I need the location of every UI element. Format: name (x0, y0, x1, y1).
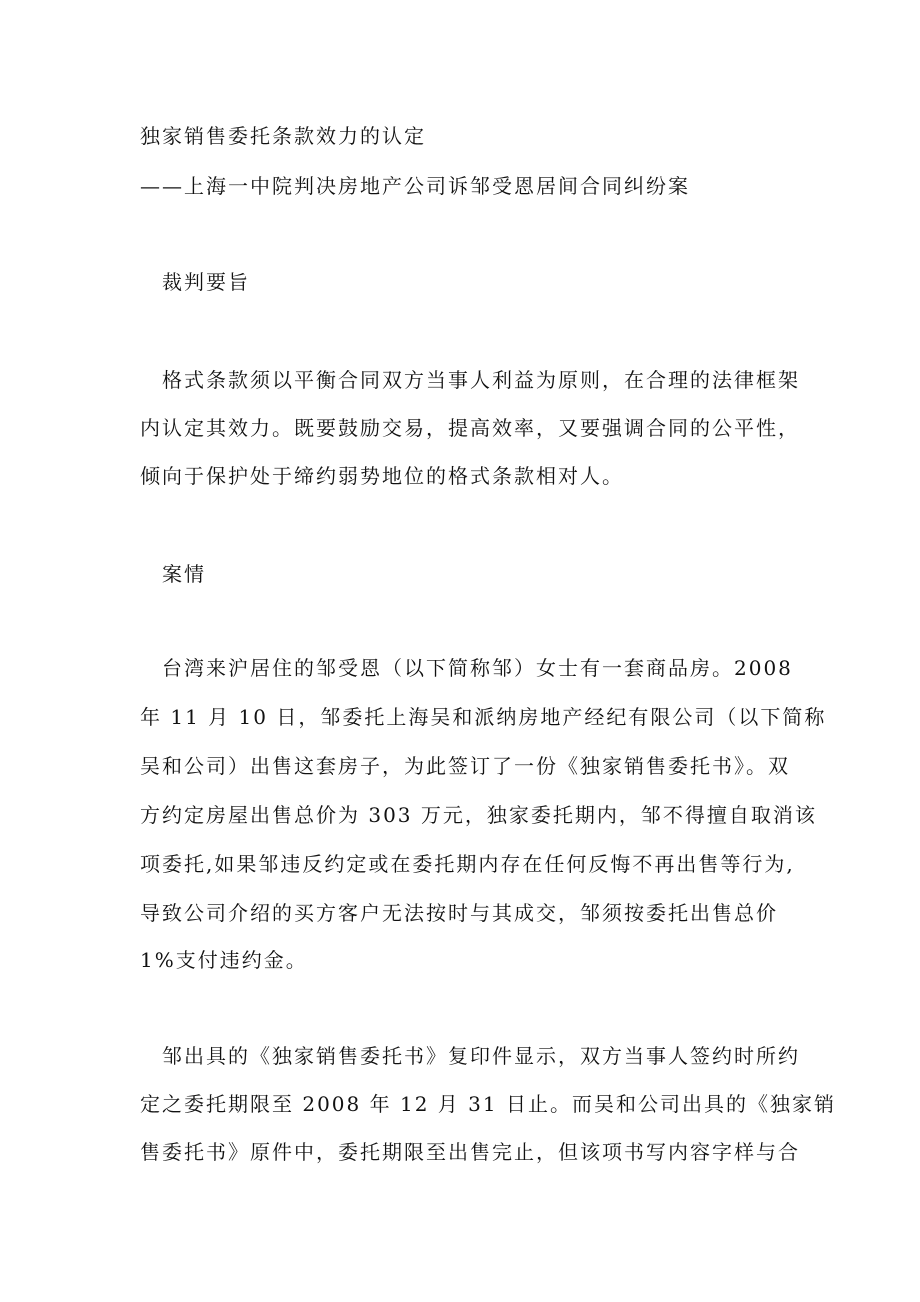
paragraph-line: 项委托,如果邹违反约定或在委托期内存在任何反悔不再出售等行为, (140, 852, 795, 876)
paragraph-line: 格式条款须以平衡合同双方当事人利益为原则，在合理的法律框架 (162, 368, 800, 392)
paragraph-line: 定之委托期限至 2008 年 12 月 31 日止。而吴和公司出具的《独家销 (140, 1092, 836, 1116)
paragraph-line: 邹出具的《独家销售委托书》复印件显示，双方当事人签约时所约 (162, 1044, 800, 1068)
section-heading-case-facts: 案情 (162, 562, 206, 586)
document-subtitle: ——上海一中院判决房地产公司诉邹受恩居间合同纠纷案 (140, 174, 690, 198)
paragraph-line: 吴和公司）出售这套房子，为此签订了一份《独家销售委托书》。双 (140, 754, 790, 778)
paragraph-line: 台湾来沪居住的邹受恩（以下简称邹）女士有一套商品房。2008 (162, 656, 793, 680)
paragraph-line: 内认定其效力。既要鼓励交易，提高效率，又要强调合同的公平性， (140, 416, 800, 440)
paragraph-line: 售委托书》原件中，委托期限至出售完止，但该项书写内容字样与合 (140, 1140, 800, 1164)
paragraph-line: 1%支付违约金。 (140, 948, 308, 972)
paragraph-line: 导致公司介绍的买方客户无法按时与其成交，邹须按委托出售总价 (140, 901, 778, 925)
document-title: 独家销售委托条款效力的认定 (140, 124, 426, 148)
section-heading-ruling-summary: 裁判要旨 (162, 270, 250, 294)
paragraph-line: 倾向于保护处于缔约弱势地位的格式条款相对人。 (140, 464, 624, 488)
paragraph-line: 年 11 月 10 日，邹委托上海吴和派纳房地产经纪有限公司（以下简称 (140, 705, 827, 729)
paragraph-line: 方约定房屋出售总价为 303 万元，独家委托期内，邹不得擅自取消该 (140, 803, 817, 827)
